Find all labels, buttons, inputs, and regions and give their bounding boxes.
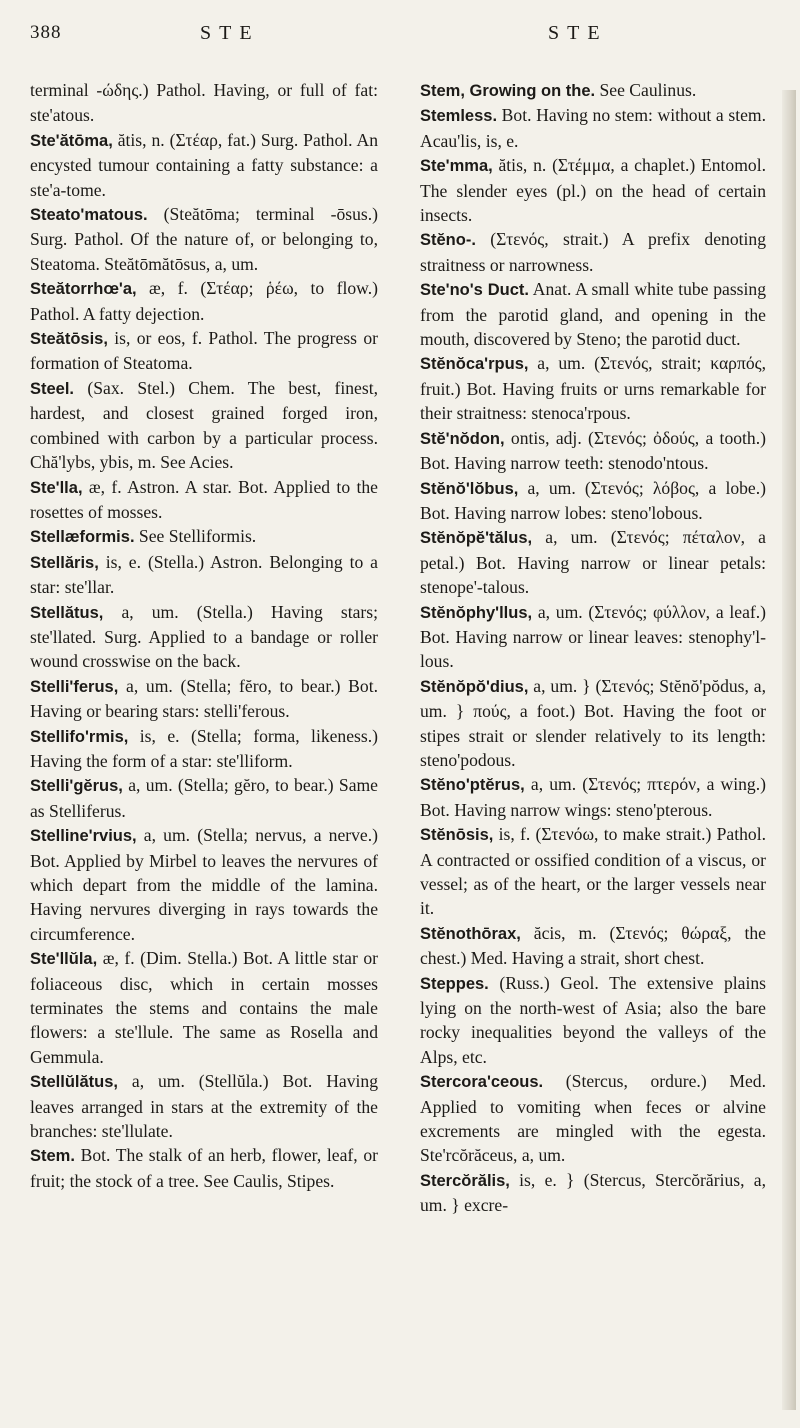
dictionary-entry <box>420 1168 766 1218</box>
entry-definition: is, e. (Stella.) Astron. Belonging to a star: ste'llar. <box>30 551 378 598</box>
dictionary-entry <box>30 550 378 600</box>
dictionary-entry <box>420 476 766 526</box>
page-edge-shadow <box>782 90 796 1410</box>
entry-headword: Ste'lla, <box>30 478 83 497</box>
entry-definition: ăcis, m. (Στενός; θώραξ, the chest.) Med. Having a strait, short chest. <box>420 922 766 969</box>
entry-definition: Bot. Having no stem: without a stem. Acau'lis, is, e. <box>420 105 766 151</box>
dictionary-entry <box>30 326 378 376</box>
entry-headword: Steel. <box>30 379 75 398</box>
dictionary-entry <box>420 971 766 1070</box>
entry-definition: See Stelliformis. <box>134 526 257 547</box>
entry-definition: is, e. (Stella; forma, likeness.) Having the form of a star: ste'lliform. <box>30 725 378 771</box>
dictionary-entry <box>30 1069 378 1143</box>
dictionary-entry <box>30 78 378 128</box>
dictionary-entry <box>30 946 378 1069</box>
entry-definition: a, um. (Stellŭla.) Bot. Having leaves arranged in stars at the extremity of the branches: ste'llulate. <box>30 1071 378 1142</box>
entry-definition: a, um. (Στενός; φύλλον, a leaf.) Bot. Having narrow or linear leaves: stenophy'l-lous. <box>420 601 766 672</box>
dictionary-entry <box>420 674 766 773</box>
entry-definition: æ, f. (Dim. Stella.) Bot. A little star or foliaceous disc, which in certain mosses terminates the stems and contains the male flowers: a ste'llule. The same as Rosella and Gemmula. <box>30 948 378 1067</box>
entry-definition: See Caulinus. <box>595 80 697 100</box>
entry-definition: a, um. (Στενός; λόβος, a lobe.) Bot. Having narrow lobes: steno'lobous. <box>420 477 766 523</box>
entry-definition: is, or eos, f. Pathol. The progress or formation of Steatoma. <box>30 328 378 374</box>
entry-headword: Stem, Growing on the. <box>420 82 596 100</box>
entry-headword: Stellifo'rmis, <box>30 727 129 746</box>
entry-headword: Stĕnŏca'rpus, <box>420 355 529 374</box>
entry-headword: Stercŏrălis, <box>420 1171 510 1190</box>
entry-headword: Stellæformis. <box>30 528 135 547</box>
entry-definition: a, um. (Στενός; πτερόν, a wing.) Bot. Having narrow wings: steno'pterous. <box>420 774 766 820</box>
entry-headword: Stellăris, <box>30 553 99 572</box>
entry-definition: a, um. (Stella.) Having stars; ste'llated. Surg. Applied to a bandage or roller wound crosswise on the back. <box>30 601 378 672</box>
dictionary-entry <box>420 921 766 971</box>
right-guide-word: STE <box>548 22 608 44</box>
entry-definition: a, um. (Stella; nervus, a nerve.) Bot. Applied by Mirbel to leaves the nervures of which depart from the middle of the lamina. Having nervures diverging in rays towards the circumference. <box>30 825 378 944</box>
entry-headword: Stercora'ceous. <box>420 1073 544 1092</box>
entry-headword: Steppes. <box>420 974 489 993</box>
entry-definition: a, um. } (Στενός; Stĕnŏ'pŏdus, a, um. } πούς, a foot.) Bot. Having the foot or stipes strait or slender relatively to its length: steno'podous. <box>420 675 766 770</box>
page-number: 388 <box>30 22 62 43</box>
dictionary-entry <box>30 724 378 774</box>
dictionary-entry <box>30 202 378 276</box>
dictionary-entry <box>30 524 378 549</box>
entry-definition: Bot. The stalk of an herb, flower, leaf, or fruit; the stock of a tree. See Caulis, Stipes. <box>30 1145 378 1191</box>
dictionary-entry <box>420 600 766 674</box>
entry-headword: Stellŭlătus, <box>30 1073 119 1092</box>
dictionary-entry <box>30 600 378 674</box>
entry-headword: Stelli'ferus, <box>30 677 119 696</box>
entry-headword: Stellătus, <box>30 603 104 622</box>
dictionary-entry <box>420 426 766 476</box>
dictionary-entry <box>420 277 766 351</box>
entry-headword: Stemless. <box>420 107 498 126</box>
entry-headword: Stĕnŏphy'llus, <box>420 603 533 622</box>
left-column <box>30 78 378 1193</box>
dictionary-entry <box>30 128 378 202</box>
entry-definition: (Stercus, ordure.) Med. Applied to vomiting when feces or alvine excrements are mingled with the egesta. Ste'rcŏrăceus, a, um. <box>420 1071 766 1166</box>
entry-headword: Steătōsis, <box>30 330 108 349</box>
entry-headword: Stĕnŏ'lŏbus, <box>420 479 519 498</box>
dictionary-entry <box>420 153 766 227</box>
dictionary-entry <box>30 276 378 326</box>
entry-headword: Stĕnothōrax, <box>420 924 521 943</box>
page-header <box>0 14 800 54</box>
entry-definition: ătis, n. (Στέμμα, a chaplet.) Entomol. The slender eyes (pl.) on the head of certain insects. <box>420 155 766 226</box>
right-column <box>420 78 766 1218</box>
entry-definition: ontis, adj. (Στενός; ὀδούς, a tooth.) Bot. Having narrow teeth: stenodo'ntous. <box>420 427 766 474</box>
dictionary-entry <box>420 772 766 822</box>
dictionary-entry <box>420 1069 766 1168</box>
entry-definition: (Στενός, strait.) A prefix denoting straitness or narrowness. <box>420 229 766 275</box>
dictionary-entry <box>30 674 378 724</box>
dictionary-entry <box>420 227 766 277</box>
dictionary-entry <box>420 822 766 921</box>
entry-definition: Anat. A small white tube passing from the parotid gland, and opening in the mouth, discovered by Steno; the parotid duct. <box>420 279 766 350</box>
entry-definition: æ, f. Astron. A star. Bot. Applied to the rosettes of mosses. <box>30 476 378 522</box>
dictionary-entry <box>30 376 378 475</box>
entry-headword: Stelline'rvius, <box>30 827 137 846</box>
entry-headword: Stĕno'ptĕrus, <box>420 776 525 795</box>
entry-definition: (Russ.) Geol. The extensive plains lying on the north-west of Asia; also the bare rocky inequalities beyond the valleys of the Alps, etc. <box>420 972 766 1067</box>
entry-headword: Steătorrhœ'a, <box>30 280 137 299</box>
entry-headword: Ste'llŭla, <box>30 950 98 969</box>
entry-definition: is, e. } (Stercus, Stercŏrărius, a, um. } excre- <box>420 1169 766 1216</box>
entry-headword: Stem. <box>30 1147 75 1166</box>
entry-definition: terminal -ώδης.) Pathol. Having, or full of fat: ste'atous. <box>30 80 378 126</box>
dictionary-entry <box>420 78 766 103</box>
entry-headword: Stelli'gĕrus, <box>30 777 123 796</box>
entry-headword: Stĕnōsis, <box>420 826 494 845</box>
entry-headword: Stĕno-. <box>420 231 476 250</box>
entry-headword: Stĕ'nŏdon, <box>420 429 505 448</box>
entry-headword: Stĕnŏpŏ'dius, <box>420 677 529 696</box>
entry-definition: (Sax. Stel.) Chem. The best, finest, hardest, and closest grained forged iron, combined with carbon by a particular process. Chă'lybs, ybis, m. See Acies. <box>30 377 378 473</box>
entry-definition: a, um. (Στενός, strait; καρπός, fruit.) Bot. Having fruits or urns remarkable for their straitness: stenoca'rpous. <box>420 353 766 424</box>
dictionary-entry <box>420 103 766 153</box>
entry-headword: Steato'matous. <box>30 206 148 225</box>
entry-definition: a, um. (Στενός; πέταλον, a petal.) Bot. Having narrow or linear petals: stenope'-talous. <box>420 527 766 598</box>
entry-definition: æ, f. (Στέαρ; ῥέω, to flow.) Pathol. A fatty dejection. <box>30 278 378 324</box>
dictionary-entry <box>30 773 378 823</box>
entry-definition: (Steătōma; terminal -ōsus.) Surg. Pathol. Of the nature of, or belonging to, Steatoma. Steătōmătōsus, a, um. <box>30 204 378 274</box>
dictionary-entry <box>30 1143 378 1193</box>
entry-definition: a, um. (Stella; gĕro, to bear.) Same as Stelliferus. <box>30 775 378 821</box>
dictionary-entry <box>420 351 766 425</box>
entry-definition: is, f. (Στενόω, to make strait.) Pathol. A contracted or ossified condition of a viscus, or vessel; as of the heart, or the larger vessels near it. <box>420 824 766 919</box>
dictionary-entry <box>420 525 766 599</box>
entry-headword: Ste'ătōma, <box>30 131 113 150</box>
entry-definition: a, um. (Stella; fĕro, to bear.) Bot. Having or bearing stars: stelli'ferous. <box>30 675 378 722</box>
entry-definition: ătis, n. (Στέαρ, fat.) Surg. Pathol. An encysted tumour containing a fatty substance: a ste'a-tome. <box>30 129 378 200</box>
entry-headword: Ste'mma, <box>420 157 493 176</box>
left-guide-word: STE <box>200 22 260 44</box>
dictionary-entry <box>30 823 378 946</box>
dictionary-entry <box>30 475 378 525</box>
entry-headword: Ste'no's Duct. <box>420 281 530 300</box>
entry-headword: Stĕnŏpĕ'tălus, <box>420 529 533 548</box>
